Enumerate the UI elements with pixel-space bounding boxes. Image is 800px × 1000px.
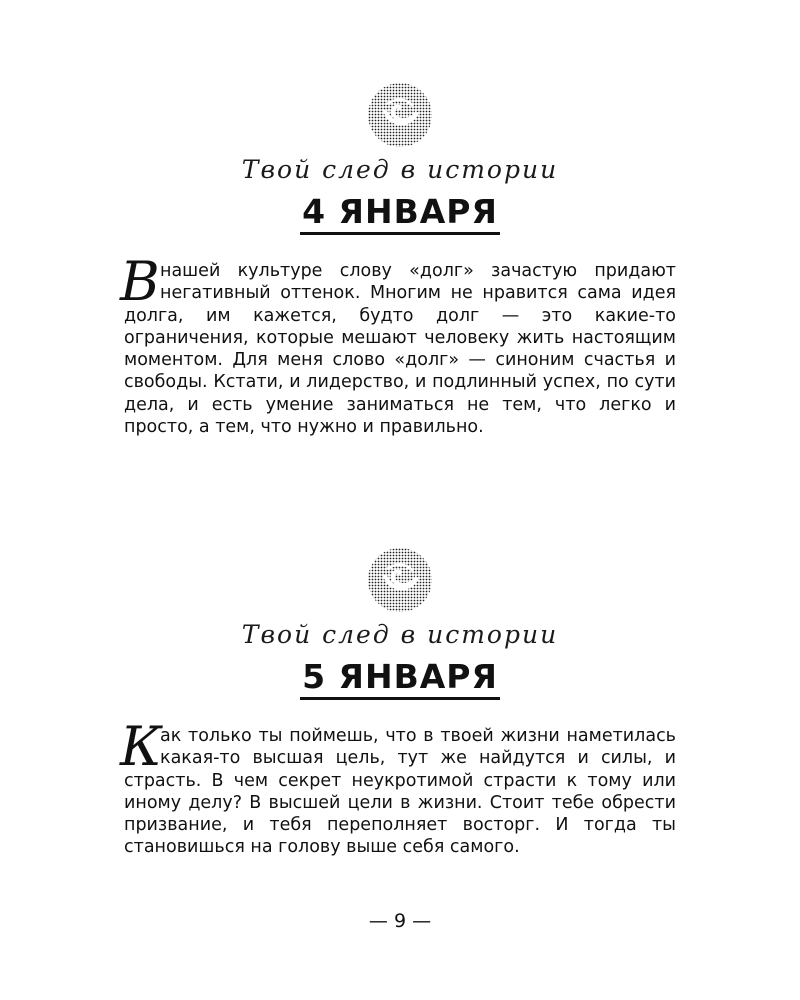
date-heading-text: 5 ЯНВАРЯ: [300, 657, 500, 700]
ornamental-medallion-icon: [365, 80, 435, 150]
entry-january-4: [0, 80, 800, 438]
entry-january-5: [0, 545, 800, 859]
page-number: — 9 —: [368, 910, 432, 932]
entry-paragraph: [120, 715, 676, 859]
section-subtitle: Твой след в истории: [241, 155, 559, 184]
date-heading: [0, 192, 800, 238]
entry-paragraph: [120, 250, 676, 438]
drop-cap: К: [120, 715, 162, 778]
ornamental-medallion-icon: [365, 545, 435, 615]
drop-cap: В: [120, 250, 160, 313]
section-subtitle: Твой след в истории: [241, 620, 559, 649]
date-heading-text: 4 ЯНВАРЯ: [300, 192, 500, 235]
paragraph-text: ак только ты поймешь, что в твоей жизни наметилась какая-то высшая цель, тут же найдутся и силы, и страсть. В чем секрет неукротимой страсти к тому или иному делу? В высшей цели в жизни. Стоит тебе обрести призвание, и тебя переполняет восторг. И тогда ты становишься на голову выше себя самого.: [124, 726, 676, 858]
paragraph-text: нашей культуре слову «долг» зачастую придают негативный оттенок. Многим не нравится сама идея долга, им кажется, будто долг — это какие-то ограничения, которые мешают человеку жить настоящим моментом. Для меня слово «долг» — синоним счастья и свободы. Кстати, и лидерство, и подлинный успех, по сути дела, и есть умение заниматься не тем, что легко и просто, а тем, что нужно и правильно.: [124, 261, 676, 438]
date-heading: [0, 657, 800, 703]
